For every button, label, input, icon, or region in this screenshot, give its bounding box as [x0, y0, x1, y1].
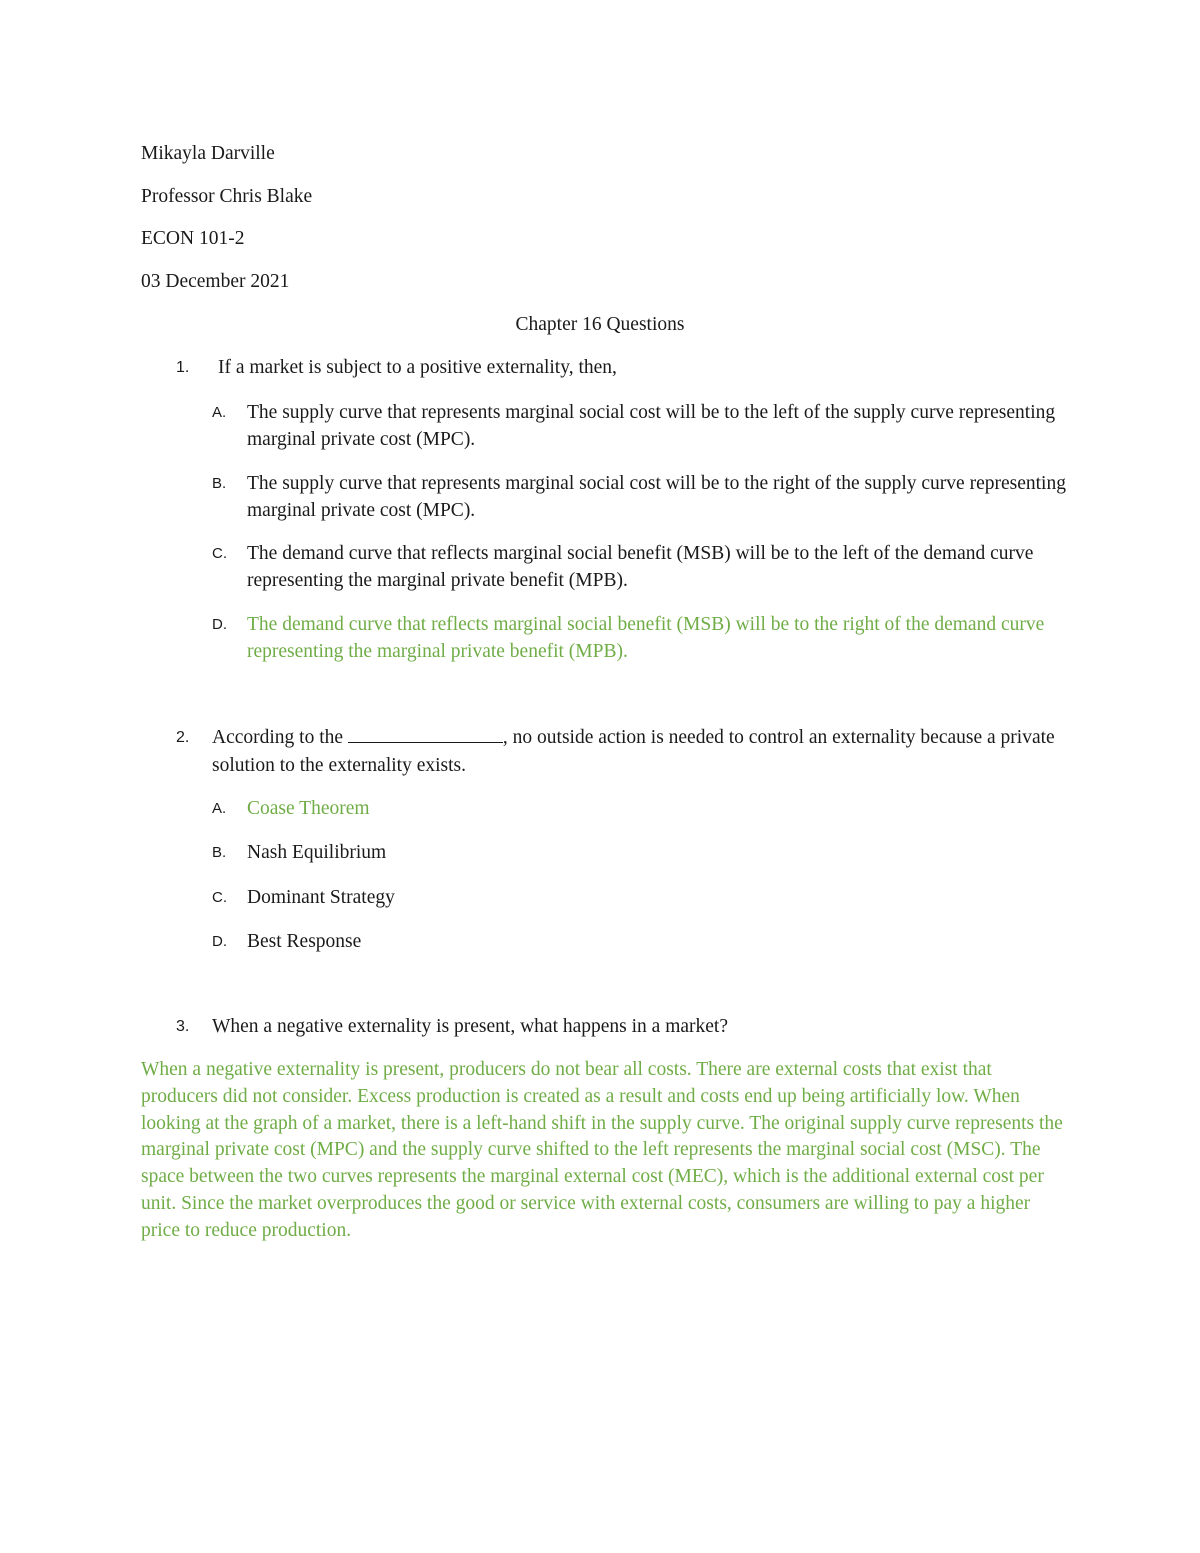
question-1-option-b-letter: B. [212, 475, 227, 492]
question-1-option-d-answer: The demand curve that reflects marginal social benefit (MSB) will be to the right of the demand curve representing the marginal private benefit (MPB). [247, 614, 1045, 662]
question-2-option-c: Dominant Strategy [247, 887, 395, 908]
question-1-option-d-letter: D. [212, 616, 227, 633]
question-1-option-a: The supply curve that represents marginal social cost will be to the left of the supply curve representing marginal private cost (MPC). [247, 402, 1056, 450]
question-3-answer: When a negative externality is present, producers do not bear all costs. There are external costs that exist that producers did not consider. Excess production is created as a result and costs end up being artificially low. When looking at the graph of a market, there is a left-hand shift in the supply curve. The original supply curve represents the marginal private cost (MPC) and the supply curve shifted to the left represents the marginal social cost (MSC). The space between the two curves represents the marginal external cost (MEC), which is the additional external cost per unit. Since the market overproduces the good or service with external costs, consumers are willing to pay a higher price to reduce production. [141, 1059, 1063, 1241]
professor-name: Professor Chris Blake [141, 186, 313, 207]
question-1-option-a-letter: A. [212, 404, 227, 421]
fill-in-blank [348, 726, 503, 743]
question-2-option-c-letter: C. [212, 889, 227, 906]
question-2-option-d: Best Response [247, 931, 362, 952]
question-1-number: 1. [176, 359, 190, 376]
question-2-option-a-letter: A. [212, 800, 227, 817]
question-2-text-after: , no outside action is needed to control an externality because a private solution to the externality exists. [212, 727, 1055, 776]
question-3-number: 3. [176, 1018, 190, 1035]
question-2-option-b-letter: B. [212, 844, 227, 861]
question-1-text: If a market is subject to a positive externality, then, [218, 357, 617, 378]
question-3-text: When a negative externality is present, what happens in a market? [212, 1016, 729, 1037]
question-2-number: 2. [176, 729, 190, 746]
question-1-option-c-letter: C. [212, 545, 227, 562]
question-2-option-a-answer: Coase Theorem [247, 798, 370, 819]
student-name: Mikayla Darville [141, 143, 275, 164]
question-1-option-b: The supply curve that represents marginal social cost will be to the right of the supply curve representing marginal private cost (MPC). [247, 473, 1066, 521]
page-title: Chapter 16 Questions [515, 314, 685, 335]
question-1-option-c: The demand curve that reflects marginal social benefit (MSB) will be to the left of the demand curve representing the marginal private benefit (MPB). [247, 543, 1034, 591]
course-code: ECON 101-2 [141, 228, 245, 249]
question-2-option-b: Nash Equilibrium [247, 842, 387, 863]
question-2-option-d-letter: D. [212, 933, 227, 950]
submission-date: 03 December 2021 [141, 271, 290, 292]
question-2-text [212, 724, 1072, 780]
question-2-text-before: According to the [212, 727, 344, 748]
